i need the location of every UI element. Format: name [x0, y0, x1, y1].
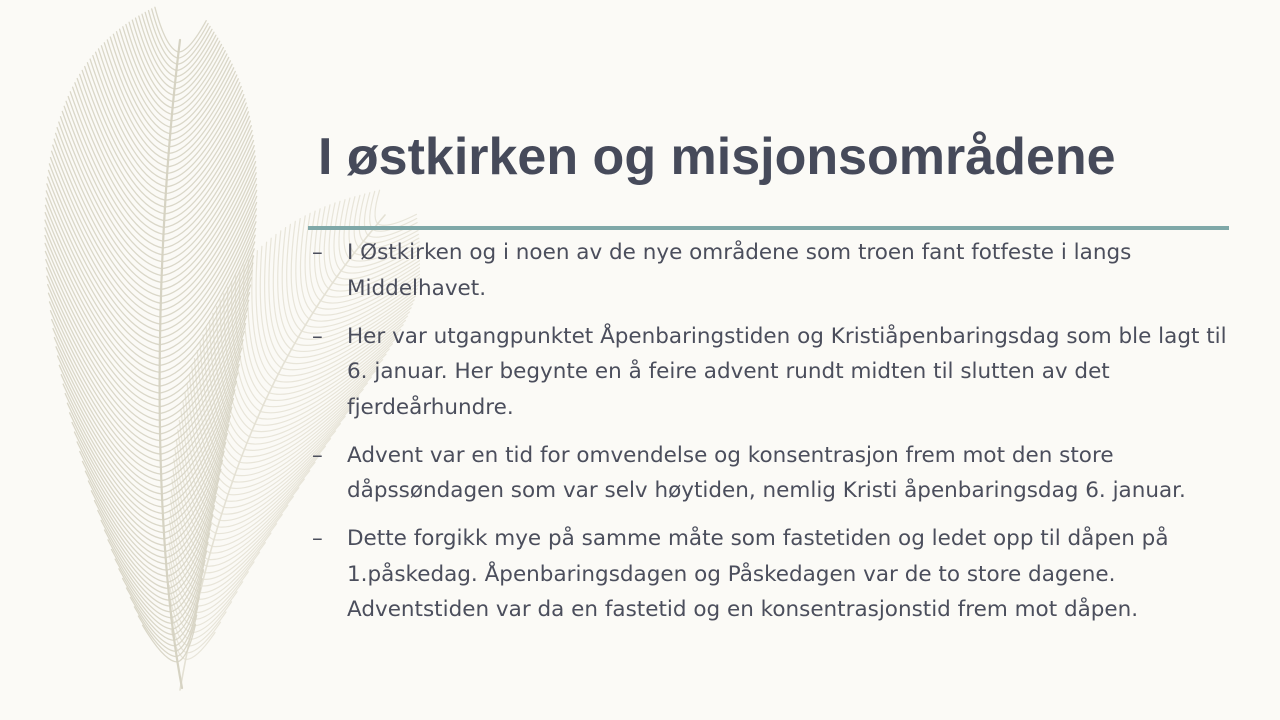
bullet-text: I Østkirken og i noen av de nye områdene som troen fant fotfeste i langs Middelhavet.: [347, 240, 1132, 301]
bullet-dash: –: [312, 323, 323, 349]
title-divider: [308, 226, 1229, 230]
slide-title: I østkirken og misjonsområdene: [318, 128, 1116, 186]
bullet-list: [312, 235, 1232, 640]
bullet-dash: –: [312, 442, 323, 468]
bullet-text: Advent var en tid for omvendelse og konsentrasjon frem mot den store dåpssøndagen som var selv høytiden, nemlig Kristi åpenbaringsdag 6. januar.: [347, 442, 1186, 503]
bullet-text: Her var utgangpunktet Åpenbaringstiden og Kristiåpenbaringsdag som ble lagt til 6. januar. Her begynte en å feire advent rundt midten til slutten av det fjerdeårhundre.: [347, 323, 1227, 420]
bullet-item: [312, 235, 1232, 306]
bullet-text: Dette forgikk mye på samme måte som fastetiden og ledet opp til dåpen på 1.påskedag. Åpenbaringsdagen og Påskedagen var de to store dagene. Adventstiden var da en fastetid og en konsentrasjonstid frem mot dåpen.: [347, 526, 1169, 622]
bullet-item: [312, 319, 1232, 426]
bullet-item: [312, 438, 1232, 509]
bullet-dash: –: [312, 526, 323, 551]
bullet-dash: –: [312, 240, 323, 265]
bullet-item: [312, 521, 1232, 628]
